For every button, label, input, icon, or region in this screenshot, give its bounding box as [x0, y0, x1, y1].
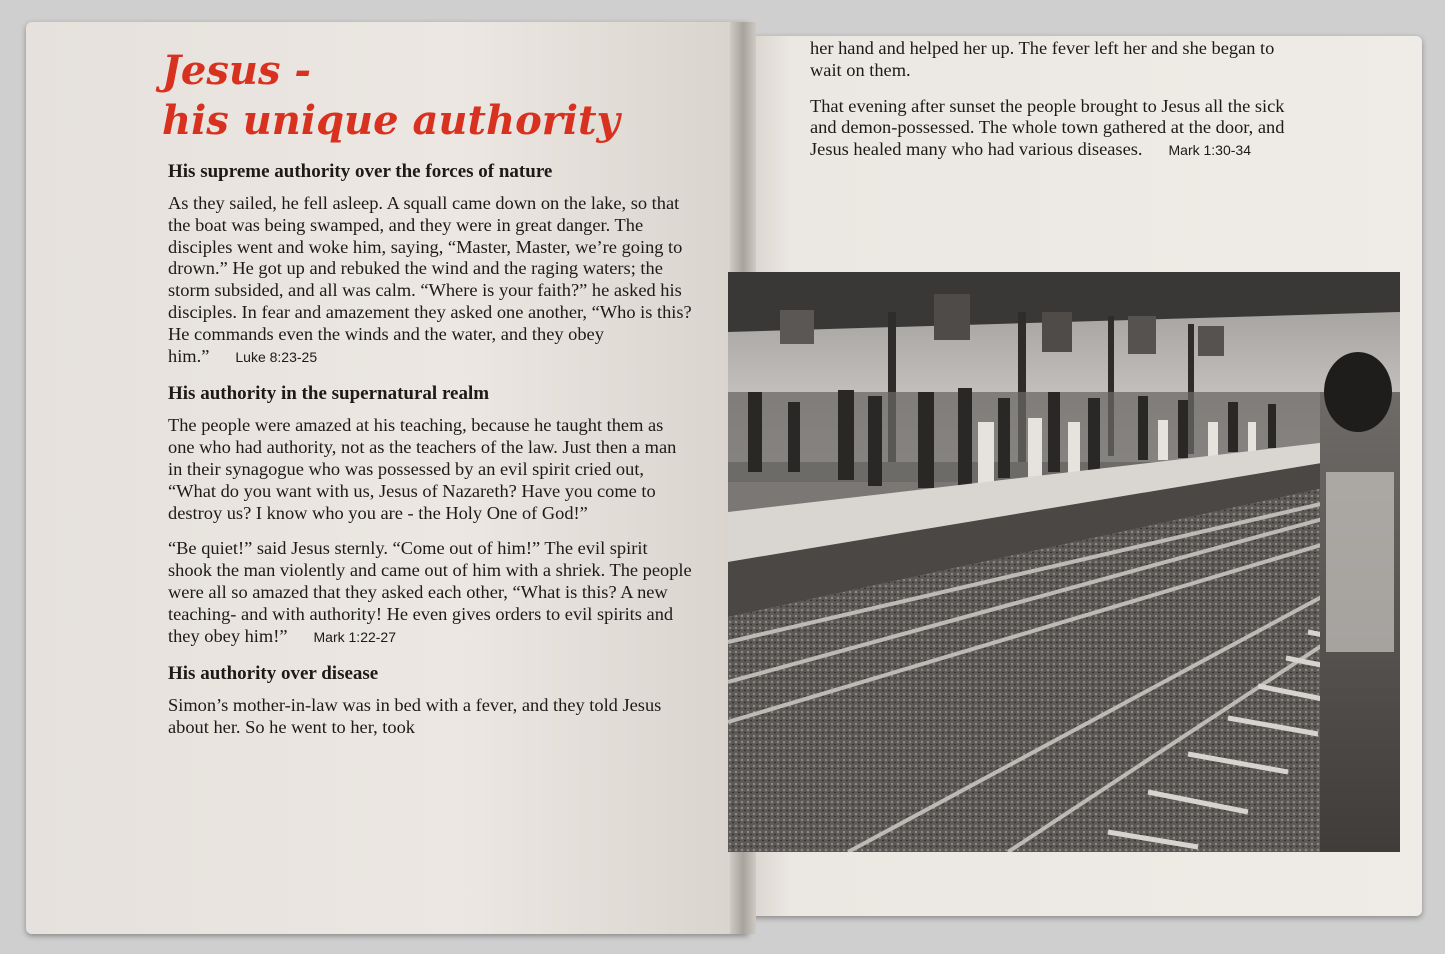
paragraph-text: As they sailed, he fell asleep. A squall came down on the lake, so that the boat was being swamped, and they were in great danger. The disciples went and woke him, saying, “Master, Master, we’re going to drown.” He got up and rebuked the wind and the raging waters; the storm subsided, and all was calm. “Where is your faith?” he asked his disciples. In fear and amazement they asked one another, “Who is this? He commands even the winds and the water, and they obey him.”	[168, 193, 692, 366]
railway-station-photo	[728, 272, 1400, 852]
right-text-column	[810, 38, 1310, 176]
scripture-reference: Luke 8:23-25	[235, 348, 318, 365]
photo-illustration	[728, 272, 1400, 852]
paragraph-text: Simon’s mother-in-law was in bed with a fever, and they told Jesus about her. So he went to her, took	[168, 695, 662, 738]
signboard	[780, 310, 814, 344]
signboard	[934, 294, 970, 340]
section-heading: His supreme authority over the forces of nature	[168, 161, 553, 182]
scripture-reference: Mark 1:30-34	[1168, 142, 1251, 159]
signboard	[1128, 316, 1156, 354]
section-heading: His authority over disease	[168, 663, 379, 685]
scripture-paragraph	[168, 415, 692, 524]
section-heading: His authority in the supernatural realm	[168, 383, 490, 405]
section-disease	[168, 662, 692, 739]
paragraph-text: That evening after sunset the people brought to Jesus all the sick and demon-possessed. The whole town gathered at the door, and Jesus healed many who had various diseases.	[810, 95, 1285, 160]
paragraph-text: “Be quiet!” said Jesus sternly. “Come out of him!” The evil spirit shook the man violently and came out of him with a shriek. The people were all so amazed that they asked each other, “What is this? A new teaching- and with authority! He even gives orders to evil spirits and they obey him!”	[168, 538, 692, 646]
section-supernatural	[168, 382, 692, 648]
section-nature	[168, 160, 692, 368]
scripture-paragraph	[168, 193, 692, 368]
scripture-paragraph	[810, 96, 1310, 162]
person-head	[1324, 352, 1392, 432]
person-shirt	[1326, 472, 1394, 652]
signboard	[1198, 326, 1224, 356]
paragraph-text: her hand and helped her up. The fever left her and she began to wait on them.	[810, 38, 1275, 80]
scripture-paragraph	[168, 695, 692, 739]
signboard	[1042, 312, 1072, 352]
title-line-1: Jesus -	[162, 47, 312, 94]
title-line-2: his unique authority	[162, 97, 620, 144]
paragraph-text: The people were amazed at his teaching, because he taught them as one who had authority, not as the teachers of the law. Just then a man in their synagogue who was possessed by an evil spirit cried out, “What do you want with us, Jesus of Nazareth? Have you come to destroy us? I know who you are - the Holy One of God!”	[168, 415, 677, 523]
scripture-paragraph	[168, 538, 692, 648]
scripture-paragraph	[810, 38, 1310, 82]
left-text-column	[168, 160, 692, 753]
scripture-reference: Mark 1:22-27	[313, 628, 396, 645]
page-title	[162, 46, 620, 146]
